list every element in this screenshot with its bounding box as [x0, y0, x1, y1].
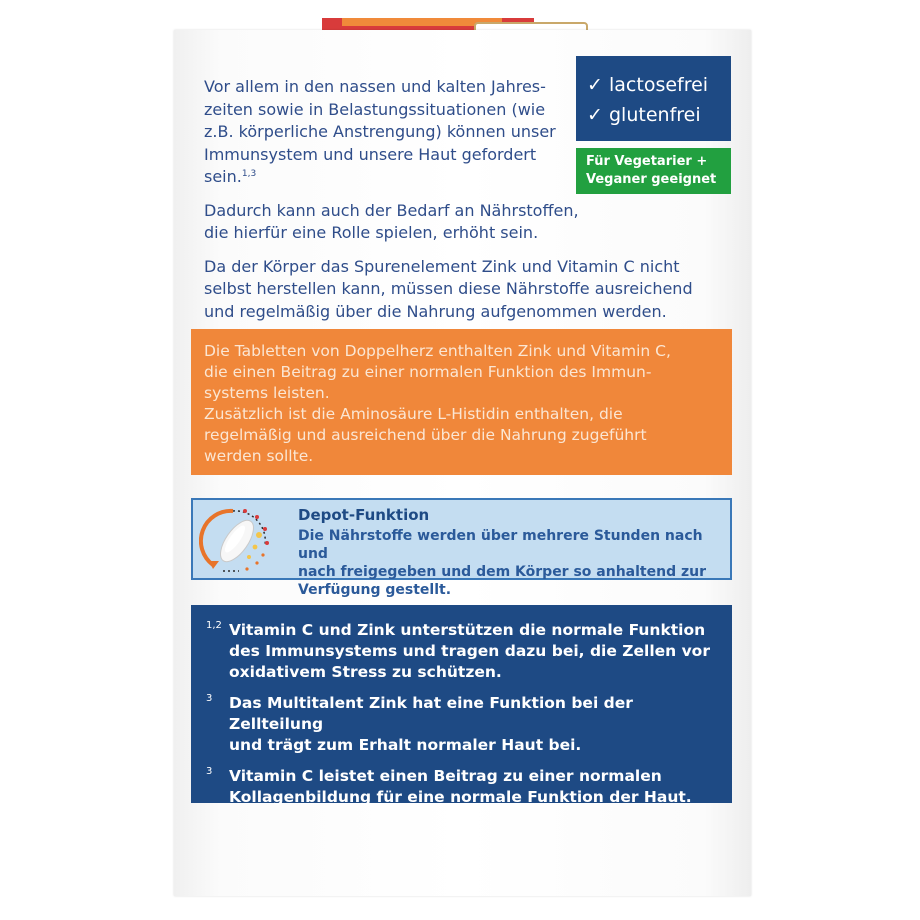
claim-item: 3 Vitamin C leistet einen Beitrag zu einer normalen Kollagenbildung für eine normale Funktion der Haut. [206, 766, 732, 808]
depot-title: Depot-Funktion [298, 506, 430, 524]
checkmark-icon: ✓ [587, 74, 603, 96]
footnote-marker: 3 [206, 766, 213, 777]
lactose-free-label: lactosefrei [609, 74, 709, 96]
depot-clock-tablet-icon [199, 503, 279, 577]
footnote-marker: 3 [206, 693, 213, 704]
health-claims-box [191, 605, 732, 806]
intro-paragraph-1: Vor allem in den nassen und kalten Jahres- zeiten sowie in Belastungssituationen (wie z.B. körperliche Anstrengung) können unser Immunsystem und unsere Haut gefordert sein.$^{1,3}$ [204, 77, 556, 186]
claim-item: 3 Das Multitalent Zink hat eine Funktion bei der Zellteilung und trägt zum Erhalt normaler Haut bei. [206, 693, 732, 756]
gluten-free-label: glutenfrei [609, 104, 701, 126]
checkmark-icon: ✓ [587, 104, 603, 126]
intro-paragraph-2: Dadurch kann auch der Bedarf an Nährstoffen, die hierfür eine Rolle spielen, erhöht sein. [204, 200, 579, 242]
footnote-marker: 1,3 [241, 169, 257, 179]
footnote-marker: 1,2 [206, 620, 222, 631]
intro-paragraph-3: Da der Körper das Spurenelement Zink und Vitamin C nicht selbst herstellen kann, müssen diese Nährstoffe ausreichend und regelmäßig über die Nahrung aufgenommen werden. [204, 256, 693, 321]
claim-item: 1,2 Vitamin C und Zink unterstützen die normale Funktion des Immunsystems und tragen dazu bei, die Zellen vor oxidativem Stress zu schützen. [206, 620, 732, 683]
free-from-badge [576, 56, 731, 141]
vegan-badge: Für Vegetarier + Veganer geeignet [576, 148, 731, 194]
depot-description: Die Nährstoffe werden über mehrere Stunden nach und nach freigegeben und dem Körper so anhaltend zur Verfügung gestellt. [298, 528, 706, 598]
product-info-box: Die Tabletten von Doppelherz enthalten Zink und Vitamin C, die einen Beitrag zu einer normalen Funktion des Immun- systems leisten. Zusätzlich ist die Aminosäure L-Histidin enthalten, die regelmäßig und ausreichend über die Nahrung zugeführt werden sollte. [191, 329, 732, 475]
depot-function-box [191, 498, 732, 598]
